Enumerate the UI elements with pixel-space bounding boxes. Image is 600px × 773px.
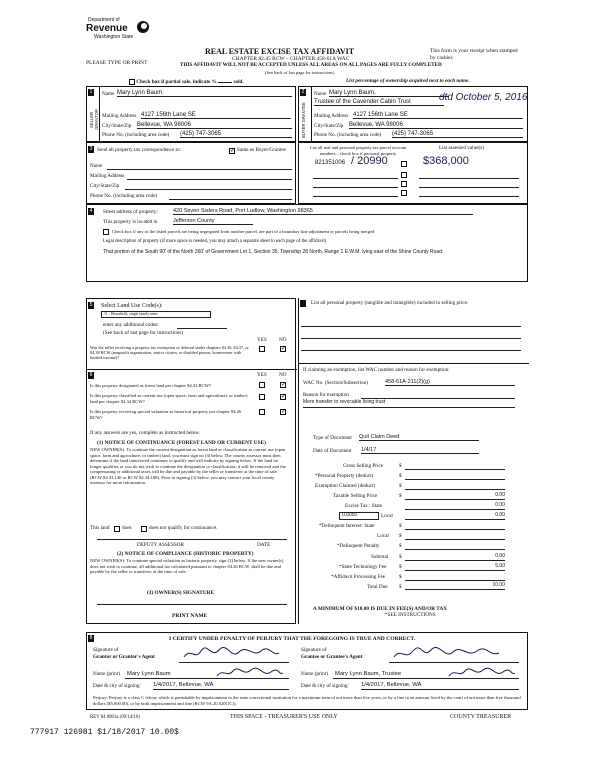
q-exemption-yes[interactable] [259,346,265,352]
total-due-label: Total Due [367,584,388,590]
additional-codes-label: enter any additional codes: [103,322,159,328]
seller-city-label: City/State/Zip [102,123,132,129]
buyer-city-field[interactable]: Bellevue, WA 98006 [349,122,523,129]
parcel-3-personal-checkbox[interactable] [401,181,407,187]
parcel-4-personal-checkbox[interactable] [401,190,407,196]
q-forest-yes[interactable] [259,382,265,388]
delinquent-state-label: *Delinquent Interest: State [319,523,375,529]
delinquent-penalty-dollar: $ [399,543,402,549]
q-exemption-no[interactable]: ✓ [281,346,287,352]
parcel-number[interactable]: 821351006 [315,160,346,166]
corr-address-label: Mailing Address [90,173,125,179]
grantee-signature-mark [391,645,501,663]
grantor-date-field[interactable]: 1/4/2017, Bellevue, WA [153,682,289,690]
pct-ownership: List percentage of ownership acquired next to each name. [346,78,470,84]
subtotal-field[interactable]: 0.00 [405,554,505,561]
gross-dollar: $ [399,463,402,469]
dor-logo [86,16,166,52]
section-2-number: 2 [301,89,305,95]
delinquent-state-field[interactable] [405,529,505,530]
parcel-line-2[interactable] [313,178,398,179]
taxable-label: Taxable Selling Price [333,493,378,499]
buyer-side-label: BUYER GRANTEE [301,102,306,138]
perjury-note: Perjury: Perjury is a class C felony which is punishable by imprisonment in the state correctional institution for a maximum term of not more than five years, or by a fine in an amount fixed by the court of not more than five thousand dollars ($5,000.00), or by both imprisonment and fine (RCW 9A.20.020(1C)). [93,695,521,706]
gross-field[interactable] [405,469,505,470]
q-forest-no[interactable]: ✓ [281,382,287,388]
seller-address-label: Mailing Address [102,113,137,119]
personal-prop-dollar: $ [399,473,402,479]
yes-header-1: YES [257,337,267,343]
doc-type-label: Type of Document [313,435,352,441]
grantee-name-label: Name (print) [301,671,328,677]
land-use-see-back: (See back of last page for instructions) [103,330,184,336]
personal-property-label: List all personal property (tangible and intangible) included in selling price. [311,300,469,306]
buyer-name-field[interactable]: Mary Lynn Baum, [329,90,449,97]
delinquent-local-dollar: $ [399,533,402,539]
assessed-value-header: List assessed value(s) [439,145,484,151]
gross-label: Gross Selling Price [343,463,384,469]
deputy-date-label: DATE [257,542,271,548]
owner-signature-line[interactable] [97,604,287,605]
street-label: Street address of property: [103,209,158,215]
does-not-label: does not qualify for continuance. [149,525,218,531]
correspondence-label: Send all property tax correspondence to: [97,147,181,153]
q-historic-yes[interactable] [259,409,265,415]
treasurer-use-only: THIS SPACE - TREASURER'S USE ONLY [230,714,338,720]
delinquent-local-label: Local [377,533,389,539]
parcel-handwritten: / 20990 [351,155,388,167]
chapter-line: CHAPTER 82.45 RCW – CHAPTER 458-61A WAC [232,56,350,62]
corr-address-field[interactable] [127,179,292,180]
personal-property-line-3[interactable] [301,350,521,351]
buyer-handwritten-date: dtd October 5, 2016 [439,92,528,103]
grantee-sig-label-1: Signature of [301,647,327,653]
seller-city-field[interactable]: Bellevue, WA 98006 [137,122,292,129]
continuance-text: NEW OWNER(S): To continue the current designation as forest land or classification as current use (open space, farm and agriculture, or timber) land, you must sign on (3) below. The county assessor must then determine if the land transferred continues to qualify and will indicate by signing below. If the land no longer qualifies or you do not wish to continue the designation or classification, it will be removed and the compensating or additional taxes will be due and payable by the seller or transferor at the time of sale. (RCW 84.33.140 or RCW 84.34.108). Prior to signing (3) below, you may contact your local county assessor for more information. [90,447,286,485]
section-5-number: 5 [89,302,93,308]
personal-property-line-1[interactable] [301,326,521,327]
exemption-deduct-field[interactable] [405,489,505,490]
personal-prop-label: *Personal Property (deduct) [315,473,374,479]
q-current-use-yes[interactable] [259,394,265,400]
delinquent-penalty-label: *Delinquent Penalty [337,543,380,549]
tax-section [298,298,528,624]
section-7-marker [300,300,306,307]
parcels-section [298,142,528,204]
q-exemption: Was the seller receiving a property tax exemption or deferral under chapters 84.36, 84.37, or 84.38 RCW (nonprofit organization, senior citizen, or disabled person, homeowner with limited income)? [90,345,249,361]
compliance-title: (2) NOTICE OF COMPLIANCE (HISTORIC PROPERTY) [117,551,254,557]
wac-label: WAC No. (Section/Subsection) [303,380,368,386]
parcel-1-personal-checkbox[interactable] [401,161,407,167]
buyer-phone-label: Phone No. (including area code) [314,132,382,138]
excise-state-label: Excise Tax : State [345,503,383,509]
additional-codes-field[interactable] [177,328,227,329]
taxable-field[interactable]: 0.00 [405,493,505,500]
recording-stamp: 777917 126981 $1/18/2017 10.00$ [30,728,179,737]
section-3-number: 3 [89,146,93,152]
delinquent-state-dollar: $ [399,523,402,529]
taxable-dollar: $ [399,493,402,499]
legal-description: That portion of the South 90' of the North 260' of Government Lot 1, Section 35, Township 28 North, Range 1 E.W.M. lying east of the Shine County Road. [103,249,444,255]
please-type: PLEASE TYPE OR PRINT [86,60,148,66]
q-forest: Is this property designated as forest land per chapter 84.33 RCW? [90,383,212,388]
seller-name-field[interactable]: Mary Lynn Baum [117,90,292,97]
buyer-trust-line[interactable]: Trustee of the Cavender Cabin Trust [314,99,444,106]
reason-value: Mere transfer to revocable living trust [303,399,386,405]
grantor-sig-label-2: Grantor or Grantor's Agent [93,654,155,660]
q-historic-no[interactable]: ✓ [281,409,287,415]
buyer-name-label: Name [314,91,327,97]
reason-line-2[interactable] [303,407,515,408]
personal-property-line-2[interactable] [301,338,521,339]
land-use-section [86,298,296,624]
delinquent-local-field[interactable] [405,539,505,540]
grantor-signature-mark [181,645,281,663]
corr-name-field[interactable] [107,169,292,170]
no-header-1: NO [279,337,287,343]
property-section [86,204,528,282]
subtotal-label: Subtotal [371,554,389,560]
exemption-deduct-dollar: $ [399,483,402,489]
reason-label: Reason for exemption [303,392,349,398]
correspondence-section [86,142,296,204]
county-field[interactable]: Jefferson County [173,218,253,225]
grantee-date-field[interactable]: 1/4/2017, Bellevue, WA [361,682,519,690]
affidavit-fee-field[interactable] [405,580,505,581]
print-name-label: PRINT NAME [172,613,208,619]
compliance-text: NEW OWNER(S): To continue special valuation as historic property, sign (3) below. If the new owner(s) does not wish to continue, all additional tax calculated pursuant to chapter 84.26 RCW, shall be due and payable by the seller or transferor at the time of sale. [90,558,284,574]
seller-phone-field[interactable]: (425) 747-3065 [180,131,292,138]
deputy-assessor-label: DEPUTY ASSESSOR [137,542,184,548]
rev-number: REV 84 0001a (09/14/16) [90,715,140,720]
partial-sale-label: Check box if partial sale, indicate % [136,79,217,86]
tech-fee-dollar: $ [399,564,402,570]
revenue-swirl-icon [136,20,150,34]
total-due-dollar: $ [399,584,402,590]
seller-address-field[interactable]: 4127 156th Lane SE [141,112,291,119]
personal-prop-field[interactable] [405,479,505,480]
certify-statement: I CERTIFY UNDER PENALTY OF PERJURY THAT THE FOREGOING IS TRUE AND CORRECT. [169,636,416,642]
total-due-field[interactable]: 10.00 [405,583,505,590]
logo-revenue: Revenue [86,23,128,34]
sold-label: sold. [233,79,244,86]
if-yes-note: If any answers are yes, complete as instructed below. [90,430,201,436]
value-line-3[interactable] [419,187,519,188]
parcels-header: List all real and personal property tax parcel account numbers – check box if personal property [309,145,407,156]
does-not-checkbox[interactable] [141,526,147,532]
q-current-use-no[interactable]: ✓ [281,394,287,400]
seller-section [86,86,296,142]
buyer-address-label: Mailing Address [314,113,349,119]
value-line-4[interactable] [419,196,519,197]
grantor-date-label: Date & city of signing: [93,683,141,689]
doc-type-field[interactable]: Quit Claim Deed [359,434,479,441]
local-rate-field[interactable]: 0.0050 [339,512,379,520]
grantor-sig-label-1: Signature of [93,647,119,653]
logo-washington: Washington State [94,34,134,40]
seller-phone-label: Phone No. (including area code) [102,132,170,138]
yes-header-2: YES [257,372,267,378]
see-instructions: *SEE INSTRUCTIONS [385,612,436,618]
local-label: Local [381,513,393,519]
q-historic: Is this property receiving special valuation as historical property per chapter 84.26 RCW? [90,409,242,420]
affidavit-fee-dollar: $ [399,574,402,580]
seller-name-label: Name [102,91,115,97]
located-label: This property is located in [103,219,158,225]
affidavit-fee-label: *Affidavit Processing Fee [331,574,386,580]
buyer-city-label: City/State/Zip [314,123,344,129]
exemption-deduct-label: Exemption Claimed (deduct) [315,483,376,489]
legal-label: Legal description of property (if more space is needed, you may attach a separate sheet to each page of the affidavit) [103,239,327,244]
corr-city-label: City/State/Zip [90,183,120,189]
doc-date-field[interactable]: 1/4/17 [361,447,479,454]
assessed-value-handwritten: $368,000 [423,155,469,167]
section-1-number: 1 [89,89,93,95]
county-treasurer: COUNTY TREASURER [450,714,512,720]
does-label: does [122,525,132,531]
corr-name-label: Name [90,163,103,169]
warning-line: THIS AFFIDAVIT WILL NOT BE ACCEPTED UNLESS ALL AREAS ON ALL PAGES ARE FULLY COMPLETED [180,62,442,68]
minimum-due-note: A MINIMUM OF $10.00 IS DUE IN FEE(S) AND/OR TAX [313,606,448,612]
grantor-name-label: Name (print) [93,671,120,677]
doc-date-label: Date of Document [313,448,352,454]
excise-state-field[interactable]: 0.00 [405,503,505,510]
parcel-line-3[interactable] [313,187,398,188]
parcel-2-personal-checkbox[interactable] [401,172,407,178]
same-as-buyer-label: Same as Buyer/Grantee [237,147,286,153]
no-header-2: NO [279,372,287,378]
receipt-note: This form is your receipt when stamped by cashier. [430,48,518,61]
see-back-line: (See back of last page for instructions) [265,70,335,75]
delinquent-penalty-field[interactable] [405,549,505,550]
continuance-title: (1) NOTICE OF CONTINUANCE (FOREST LAND OR CURRENT USE) [97,440,266,446]
wac-field[interactable]: 458-61A-211(2)(g) [385,379,515,386]
form-title: REAL ESTATE EXCISE TAX AFFIDAVIT [205,47,355,56]
section-6-number: 6 [89,372,93,378]
this-land-label: This land [90,525,110,531]
grantee-date-label: Date & city of signing: [301,683,349,689]
buyer-phone-field[interactable]: (425) 747-3065 [392,131,523,138]
buyer-address-field[interactable]: 4127 156th Lane SE [353,112,523,119]
corr-phone-field[interactable] [169,199,292,200]
local-field[interactable]: 0.00 [405,513,505,520]
grantee-name-field[interactable]: Mary Lynn Baum, Trustee [335,671,402,677]
seller-side-label: SELLER GRANTOR [89,109,99,131]
section-4-number: 4 [89,208,93,214]
q-current-use: Is this property classified as current use (open space, farm and agricultural, or timber) land per chapter 84.34 RCW? [90,393,248,404]
owner-signature-label: (3) OWNER(S) SIGNATURE [147,590,214,596]
exemption-claim-label: If claiming an exemption, list WAC number and reason for exemption: [303,367,450,373]
does-checkbox[interactable] [114,526,120,532]
subtotal-dollar: $ [399,554,402,560]
parcel-line-4[interactable] [313,196,398,197]
section-8-number: 8 [89,635,93,641]
land-use-select[interactable]: 11 - Household, single family units [101,311,211,318]
corr-city-field[interactable] [125,189,292,190]
tech-fee-field[interactable]: 5.00 [405,564,505,571]
segregated-label: Check box if any of the listed parcels are being segregated from another parcel, are part of a boundary line adjustment or parcels being merged [112,229,375,234]
value-line-2[interactable] [419,178,519,179]
same-as-buyer-checkbox[interactable]: ✓ [230,148,236,154]
land-use-label: Select Land Use Code(s): [101,303,163,309]
buyer-section [298,86,528,142]
grantor-name-field[interactable]: Mary Lynn Baum [127,671,171,677]
grantee-sig-label-2: Grantee or Grantee's Agent [301,654,363,660]
tech-fee-label: *State Technology Fee [339,564,387,570]
street-field[interactable]: 420 Seven Sisters Road, Port Ludlow, Washington 98365 [173,208,473,215]
corr-phone-label: Phone No. (including area code) [90,193,158,199]
deputy-signature-line[interactable] [97,539,287,540]
partial-sale-checkbox[interactable] [129,79,135,85]
certification-section [86,632,528,710]
segregated-checkbox[interactable] [103,229,109,235]
logo-dept-of: Department of [88,17,120,23]
